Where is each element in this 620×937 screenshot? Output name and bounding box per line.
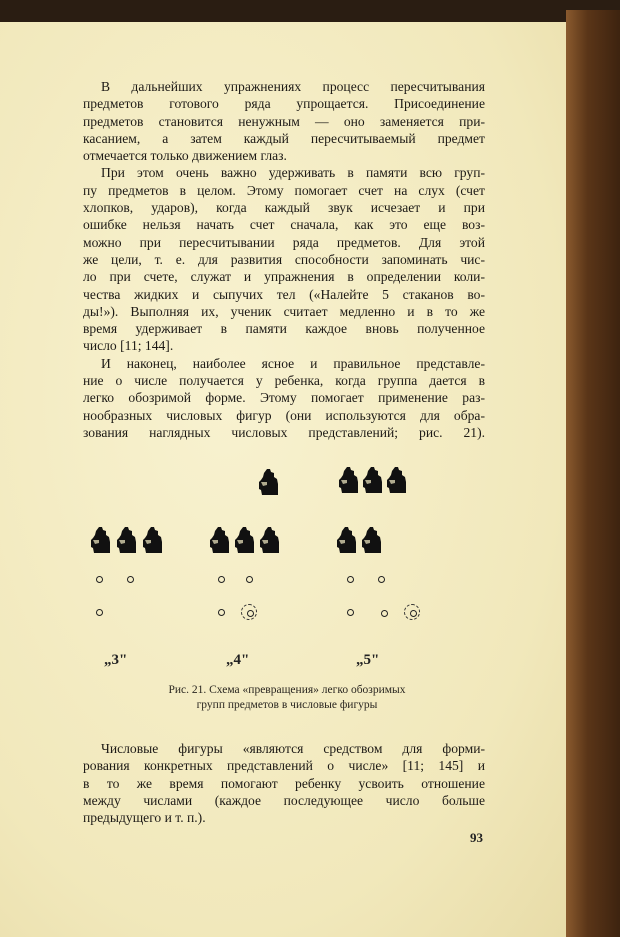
bear-icon (259, 468, 279, 496)
page-number: 93 (470, 830, 483, 845)
bear-icon (362, 526, 382, 554)
figure-label-5: „5" (356, 652, 380, 668)
dashed-ring (241, 604, 257, 620)
text-line: же цели, т. е. для развития способности запоминать чис- (83, 251, 485, 267)
text-line: в то же время помогают ребенку усвоить отношение (83, 775, 485, 791)
dot-mark (381, 610, 388, 617)
figure-label-3: „3" (104, 652, 128, 668)
text-line: предметов становится ненужным — оно заменяется при- (83, 113, 485, 129)
text-line: касанием, а затем каждый пересчитываемый предмет (83, 130, 485, 146)
dot-mark (347, 576, 354, 583)
text-line: число [11; 144]. (83, 338, 174, 354)
dot-mark (96, 609, 103, 616)
dot-mark (218, 576, 225, 583)
text-line: легко обозримой форме. Этому помогает применение раз- (83, 390, 485, 406)
dot-mark (96, 576, 103, 583)
text-line: ло при счете, служат и упражнения в определении коли- (83, 269, 485, 285)
bear-icon (260, 526, 280, 554)
bear-icon (363, 466, 383, 494)
text-line: рования конкретных представлений о числе» [11; 145] и (83, 758, 485, 774)
caption-line: групп предметов в числовые фигуры (196, 699, 378, 711)
figure-label-4: „4" (226, 652, 250, 668)
text-line: При этом очень важно удерживать в памяти всю груп- (101, 165, 485, 181)
dot-mark (378, 576, 385, 583)
text-line: можно при пересчитывании ряда предметов. Для этой (83, 234, 485, 250)
dot-mark (218, 609, 225, 616)
text-line: предыдущего и т. п.). (83, 810, 206, 826)
dot-mark (246, 576, 253, 583)
text-line: ошибке нельзя начать счет сначала, как это еще воз- (83, 217, 485, 233)
text-line: зования наглядных числовых представлений; рис. 21). (83, 424, 485, 440)
text-line: время удерживает в памяти каждое вновь полученное (83, 321, 485, 337)
text-line: между числами (каждое последующее число больше (83, 792, 485, 808)
dot-mark (127, 576, 134, 583)
text-line: В дальнейших упражнениях процесс пересчитывания (101, 79, 485, 94)
text-line: чества жидких и сыпучих тел («Налейте 5 стаканов во- (83, 286, 485, 302)
text-line: нообразных числовых фигур (они используются для обра- (83, 407, 485, 423)
bear-icon (339, 466, 359, 494)
book-edge (566, 10, 620, 937)
bear-icon (91, 526, 111, 554)
text-line: ды!»). Выполняя их, ученик считает медленно и в то же (83, 303, 485, 319)
text-line: предметов готового ряда упрощается. Присоединение (83, 96, 485, 112)
bear-icon (210, 526, 230, 554)
closing-paragraph (83, 740, 485, 826)
text-line: хлопков, ударов), когда каждый звук исчезает и при (83, 200, 485, 216)
bear-icon (117, 526, 137, 554)
text-line: И наконец, наиболее ясное и правильное представле- (101, 355, 485, 371)
text-line: отмечается только движением глаз. (83, 148, 287, 164)
text-line: ние о числе получается у ребенка, когда группа дается в (83, 373, 485, 389)
bear-icon (143, 526, 163, 554)
caption-line: Рис. 21. Схема «превращения» легко обозримых (168, 684, 406, 696)
bear-icon (387, 466, 407, 494)
text-line: пу предметов в целом. Этому помогает счет на слух (счет (83, 182, 485, 198)
text-line: Числовые фигуры «являются средством для форми- (101, 741, 485, 756)
figure-caption (80, 683, 494, 713)
bear-icon (235, 526, 255, 554)
bear-icon (337, 526, 357, 554)
dashed-ring (404, 604, 420, 620)
dot-mark (347, 609, 354, 616)
